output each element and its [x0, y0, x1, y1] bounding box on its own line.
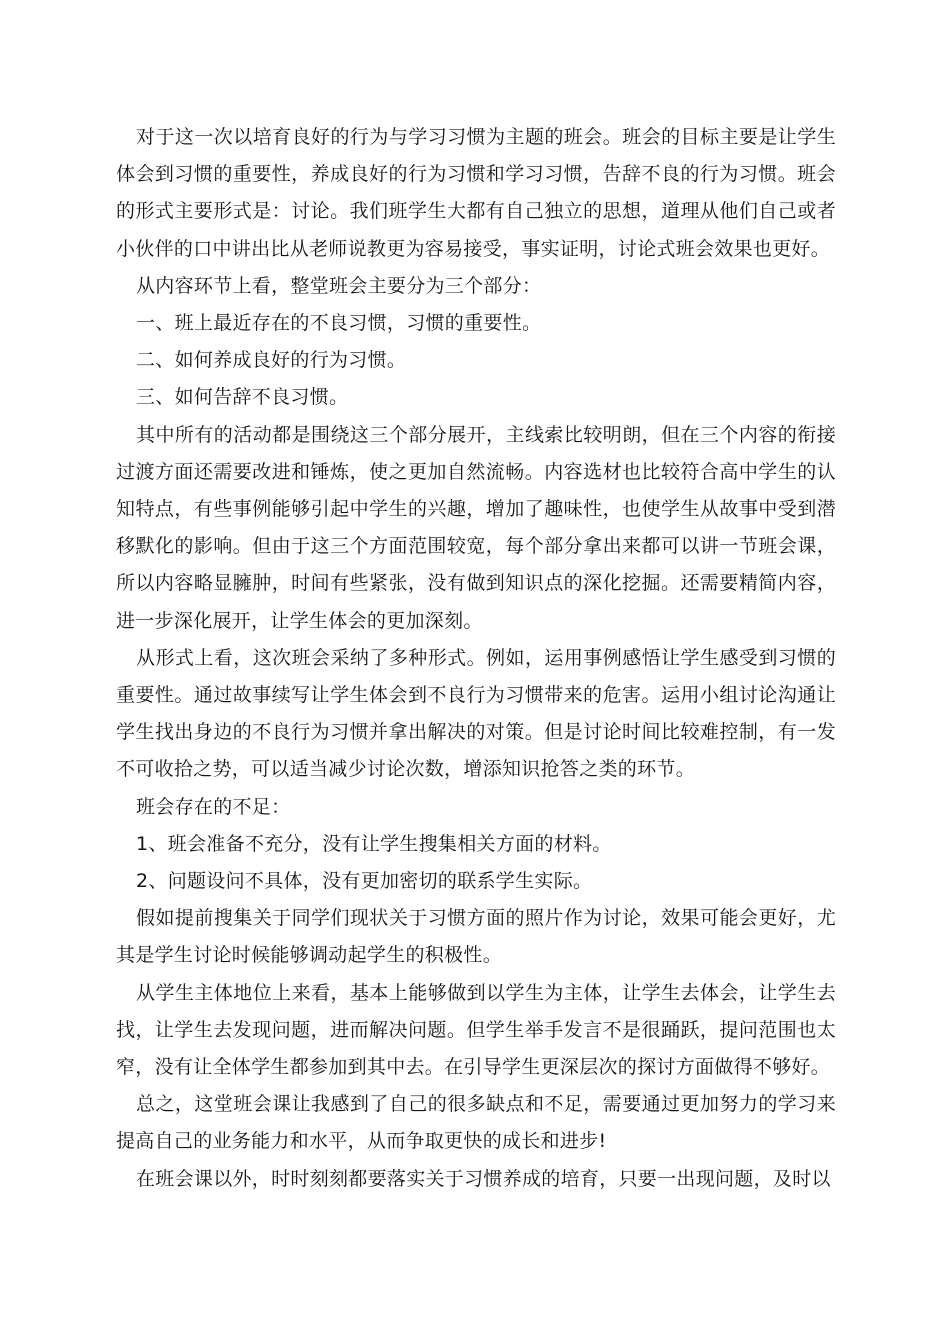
- paragraph-suggestion: 假如提前搜集关于同学们现状关于习惯方面的照片作为讨论，效果可能会更好，尤其是学生讨论时候能够调动起学生的积极性。: [116, 907, 836, 967]
- paragraph-forms: 从形式上看，这次班会采纳了多种形式。例如，运用事例感悟让学生感受到习惯的重要性。通过故事续写让学生体会到不良行为习惯带来的危害。运用小组讨论沟通让学生找出身边的不良行为习惯并拿出解决的对策。但是讨论时间比较难控制，有一发不可收拾之势，可以适当减少讨论次数，增添知识抢答之类的环节。: [116, 646, 836, 781]
- paragraph-shortcomings-heading: 班会存在的不足：: [136, 795, 291, 818]
- paragraph-student-role: 从学生主体地位上来看，基本上能够做到以学生为主体，让学生去体会，让学生去找，让学生去发现问题，进而解决问题。但学生举手发言不是很踊跃，提问范围也太窄，没有让全体学生都参加到其中去。在引导学生更深层次的探讨方面做得不够好。: [116, 981, 836, 1079]
- paragraph-outside-class: 在班会课以外，时时刻刻都要落实关于习惯养成的培育，只要一出现问题，及时以: [136, 1167, 831, 1190]
- list-item-part-two: 二、如何养成良好的行为习惯。: [136, 349, 407, 372]
- list-item-shortcoming-one: 1、班会准备不充分，没有让学生搜集相关方面的材料。: [136, 832, 612, 855]
- list-item-part-three: 三、如何告辞不良习惯。: [136, 386, 349, 409]
- document-body: [116, 119, 836, 1198]
- paragraph-intro: 对于这一次以培育良好的行为与学习习惯为主题的班会。班会的目标主要是让学生体会到习惯的重要性，养成良好的行为习惯和学习习惯，告辞不良的行为习惯。班会的形式主要形式是：讨论。我们班学生大都有自己独立的思想，道理从他们自己或者小伙伴的口中讲出比从老师说教更为容易接受，事实证明，讨论式班会效果也更好。: [116, 126, 836, 260]
- list-item-shortcoming-two: 2、问题设问不具体，没有更加密切的联系学生实际。: [136, 870, 593, 893]
- list-item-part-one: 一、班上最近存在的不良习惯，习惯的重要性。: [136, 312, 542, 335]
- paragraph-content-overview: 从内容环节上看，整堂班会主要分为三个部分：: [136, 274, 542, 297]
- paragraph-activities: 其中所有的活动都是围绕这三个部分展开，主线索比较明朗，但在三个内容的衔接过渡方面还需要改进和锤炼，使之更加自然流畅。内容选材也比较符合高中学生的认知特点，有些事例能够引起中学生的兴趣，增加了趣味性，也使学生从故事中受到潜移默化的影响。但由于这三个方面范围较宽，每个部分拿出来都可以讲一节班会课，所以内容略显臃肿，时间有些紧张，没有做到知识点的深化挖掘。还需要精简内容，进一步深化展开，让学生体会的更加深刻。: [116, 423, 836, 632]
- paragraph-summary: 总之，这堂班会课让我感到了自己的很多缺点和不足，需要通过更加努力的学习来提高自己的业务能力和水平，从而争取更快的成长和进步!: [116, 1093, 836, 1153]
